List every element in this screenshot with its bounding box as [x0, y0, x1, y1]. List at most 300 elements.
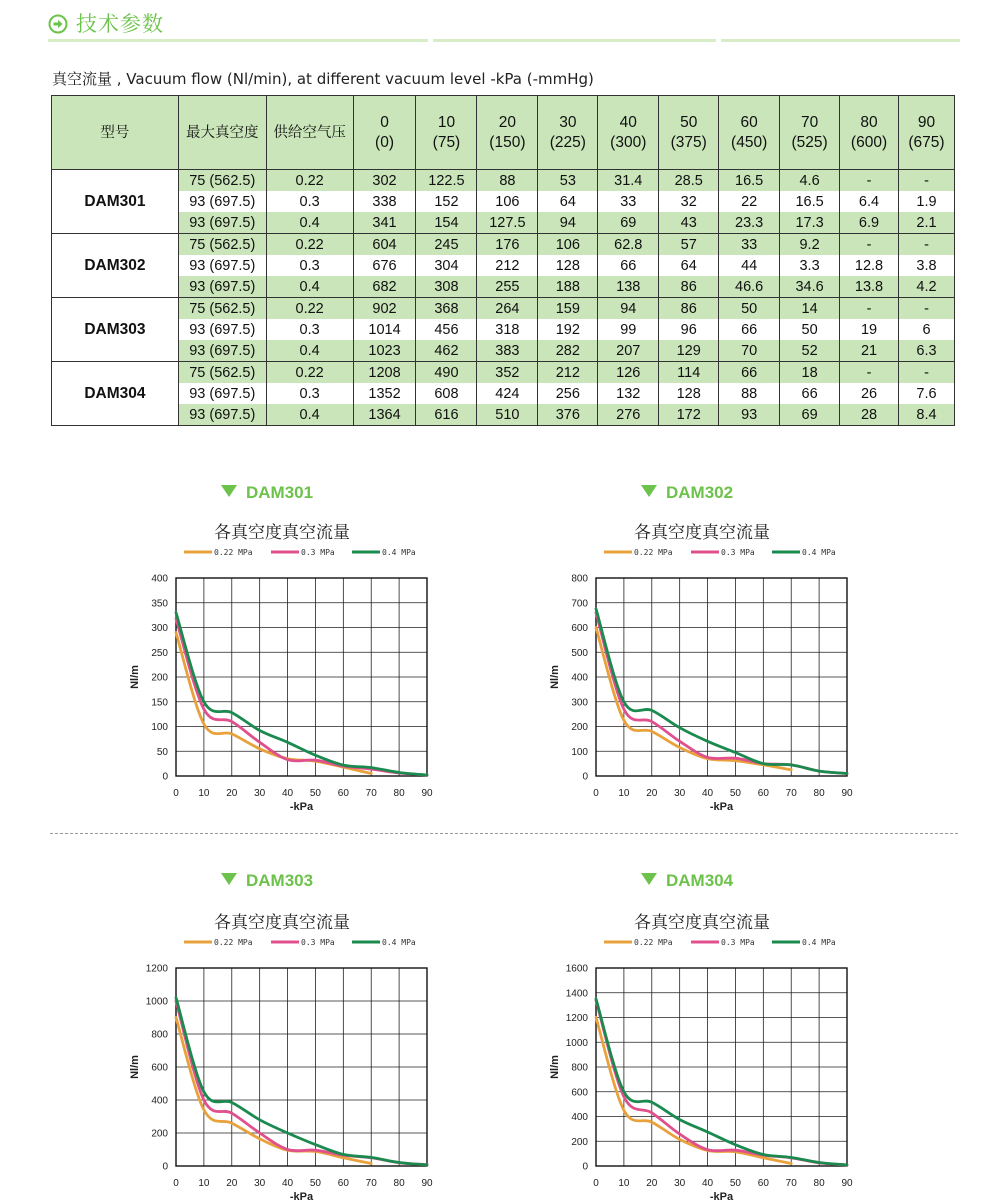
table-cell: 17.3: [780, 212, 840, 234]
x-tick-label: 20: [646, 1178, 658, 1189]
table-cell: 22: [719, 191, 780, 212]
x-tick-label: 50: [729, 788, 742, 799]
header-mmhg: (675): [908, 133, 945, 151]
header-mmhg: (525): [791, 133, 828, 151]
table-cell: 383: [477, 340, 538, 362]
table-cell: 368: [416, 298, 477, 320]
table-cell: 604: [353, 234, 416, 256]
table-cell: -: [898, 298, 954, 320]
y-tick-label: 150: [151, 697, 168, 709]
x-tick-label: 30: [674, 788, 686, 799]
x-tick-label: 70: [785, 788, 797, 799]
y-axis-label: Nl/m: [549, 665, 561, 689]
x-tick-label: 80: [393, 788, 405, 799]
header-kpa: 0: [380, 113, 389, 131]
x-tick-label: 10: [618, 1178, 630, 1189]
table-row: [52, 362, 955, 384]
table-cell: 43: [659, 212, 719, 234]
x-tick-label: 90: [421, 788, 433, 799]
section-title: 技术参数: [76, 12, 164, 36]
x-tick-label: 90: [421, 1178, 433, 1189]
y-tick-label: 400: [571, 672, 588, 684]
table-cell: 50: [719, 298, 780, 320]
table-cell: 264: [477, 298, 538, 320]
flow-chart-dam302: [532, 512, 872, 817]
table-cell: 212: [477, 255, 538, 276]
table-cell: 304: [416, 255, 477, 276]
header-divider: [433, 39, 716, 42]
table-cell: 2.1: [898, 212, 954, 234]
y-tick-label: 800: [571, 573, 588, 585]
table-cell: 44: [719, 255, 780, 276]
x-axis-label: -kPa: [289, 1191, 314, 1201]
y-tick-label: 250: [151, 647, 168, 659]
y-tick-label: 350: [151, 598, 168, 610]
table-cell: 1352: [353, 383, 416, 404]
series-line: [596, 628, 791, 770]
table-row: [52, 340, 955, 362]
header-kpa: 30: [559, 113, 577, 131]
header-kpa: 10: [437, 113, 456, 131]
header-mmhg: (375): [670, 133, 707, 151]
table-cell: 902: [353, 298, 416, 320]
section-divider: [50, 833, 958, 834]
legend-label: 0.4 MPa: [382, 548, 416, 557]
x-tick-label: 70: [365, 788, 377, 799]
table-cell: 308: [416, 276, 477, 298]
table-cell: 616: [416, 404, 477, 426]
y-tick-label: 1000: [145, 996, 168, 1008]
table-cell: 64: [538, 191, 598, 212]
x-tick-label: 50: [309, 788, 322, 799]
table-cell: 6.3: [898, 340, 954, 362]
y-tick-label: 1600: [565, 963, 588, 975]
table-cell: 255: [477, 276, 538, 298]
table-cell: 93 (697.5): [178, 319, 266, 340]
table-cell: 302: [353, 170, 416, 192]
table-cell: 127.5: [477, 212, 538, 234]
table-cell: 341: [353, 212, 416, 234]
table-cell: 75 (562.5): [178, 234, 266, 256]
table-cell: -: [840, 298, 899, 320]
header-vacuum-level: [898, 96, 954, 170]
table-cell: 338: [353, 191, 416, 212]
table-cell: 88: [719, 383, 780, 404]
table-cell: 69: [780, 404, 840, 426]
header-model: 型号: [52, 96, 179, 170]
flow-chart-dam303: [112, 902, 452, 1201]
table-cell: 69: [598, 212, 659, 234]
table-cell: 93 (697.5): [178, 404, 266, 426]
table-cell: 32: [659, 191, 719, 212]
table-cell: 34.6: [780, 276, 840, 298]
table-row: [52, 319, 955, 340]
series-line: [596, 1000, 847, 1165]
legend-label: 0.3 MPa: [721, 938, 755, 947]
table-cell: 16.5: [719, 170, 780, 192]
x-tick-label: 30: [254, 1178, 266, 1189]
x-axis-label: -kPa: [709, 801, 734, 813]
x-tick-label: 10: [198, 788, 210, 799]
table-cell: 152: [416, 191, 477, 212]
table-cell: 93 (697.5): [178, 191, 266, 212]
header-kpa: 70: [800, 113, 819, 131]
table-cell: 138: [598, 276, 659, 298]
table-cell: 129: [659, 340, 719, 362]
y-tick-label: 800: [571, 1062, 588, 1074]
table-cell: 1014: [353, 319, 416, 340]
triangle-down-icon: [221, 485, 237, 497]
y-axis-label: Nl/m: [129, 665, 141, 689]
table-cell: 122.5: [416, 170, 477, 192]
table-cell: 14: [780, 298, 840, 320]
chart-heading-label: DAM301: [246, 483, 314, 502]
header-vacuum-level: [477, 96, 538, 170]
flow-chart-dam304: [532, 902, 872, 1201]
x-tick-label: 80: [813, 1178, 825, 1189]
table-cell: 106: [538, 234, 598, 256]
table-cell: 154: [416, 212, 477, 234]
legend-label: 0.22 MPa: [634, 938, 673, 947]
x-tick-label: 10: [618, 788, 630, 799]
x-tick-label: 80: [813, 788, 825, 799]
table-cell: 188: [538, 276, 598, 298]
table-cell: 318: [477, 319, 538, 340]
triangle-down-icon: [641, 485, 657, 497]
table-row: [52, 212, 955, 234]
legend-label: 0.4 MPa: [802, 548, 836, 557]
table-cell: 53: [538, 170, 598, 192]
table-cell: 6.4: [840, 191, 899, 212]
table-cell: 62.8: [598, 234, 659, 256]
table-cell: 462: [416, 340, 477, 362]
table-cell: 66: [719, 319, 780, 340]
chart-title: 各真空度真空流量: [214, 523, 350, 543]
table-cell: 23.3: [719, 212, 780, 234]
header-vacuum-level: [719, 96, 780, 170]
table-cell: 245: [416, 234, 477, 256]
table-cell: 3.8: [898, 255, 954, 276]
legend-label: 0.3 MPa: [721, 548, 755, 557]
y-tick-label: 400: [151, 573, 168, 585]
table-cell: 66: [719, 362, 780, 384]
header-kpa: 80: [860, 113, 878, 131]
table-row: [52, 383, 955, 404]
y-tick-label: 0: [162, 1161, 168, 1173]
table-cell: 0.22: [266, 298, 353, 320]
legend-label: 0.4 MPa: [382, 938, 416, 947]
table-cell: 159: [538, 298, 598, 320]
table-row: [52, 255, 955, 276]
x-tick-label: 90: [841, 1178, 853, 1189]
chart-title: 各真空度真空流量: [634, 523, 770, 543]
table-cell: 75 (562.5): [178, 362, 266, 384]
header-mmhg: (300): [610, 133, 647, 151]
table-cell: 16.5: [780, 191, 840, 212]
table-cell: 86: [659, 298, 719, 320]
table-cell: 352: [477, 362, 538, 384]
table-cell: 0.3: [266, 319, 353, 340]
header-kpa: 90: [917, 113, 936, 131]
y-tick-label: 200: [571, 722, 588, 733]
table-cell: 21: [840, 340, 899, 362]
x-tick-label: 80: [393, 1178, 405, 1189]
series-line: [176, 613, 427, 775]
header-mmhg: (600): [850, 133, 888, 151]
header-kpa: 20: [498, 113, 517, 131]
table-cell: 0.22: [266, 234, 353, 256]
table-row: [52, 404, 955, 426]
legend-label: 0.4 MPa: [802, 938, 836, 947]
header-supply-pressure: 供给空气压: [266, 96, 353, 170]
table-cell: 94: [538, 212, 598, 234]
table-cell: 93 (697.5): [178, 383, 266, 404]
table-cell: 276: [598, 404, 659, 426]
table-cell: -: [840, 170, 899, 192]
triangle-down-icon: [641, 873, 657, 885]
table-cell: 93 (697.5): [178, 255, 266, 276]
table-cell: 33: [598, 191, 659, 212]
y-axis-label: Nl/m: [129, 1055, 141, 1079]
table-cell: 128: [538, 255, 598, 276]
x-tick-label: 40: [701, 1178, 714, 1189]
series-line: [596, 999, 847, 1165]
triangle-down-icon: [221, 873, 237, 885]
table-cell: 6: [898, 319, 954, 340]
x-tick-label: 50: [309, 1178, 322, 1189]
table-cell: 75 (562.5): [178, 170, 266, 192]
y-tick-label: 600: [571, 623, 588, 634]
table-cell: 26: [840, 383, 899, 404]
header-divider: [721, 39, 960, 42]
table-cell: 176: [477, 234, 538, 256]
header-vacuum-level: [353, 96, 416, 170]
y-tick-label: 300: [151, 623, 168, 634]
table-cell: 0.3: [266, 255, 353, 276]
table-row: [52, 191, 955, 212]
table-cell: 1.9: [898, 191, 954, 212]
table-cell: 99: [598, 319, 659, 340]
vacuum-flow-table: [51, 95, 955, 426]
x-tick-label: 90: [841, 788, 853, 799]
table-cell: 94: [598, 298, 659, 320]
x-tick-label: 10: [198, 1178, 210, 1189]
table-cell: 0.22: [266, 170, 353, 192]
legend-label: 0.3 MPa: [301, 938, 335, 947]
x-tick-label: 0: [173, 788, 179, 799]
y-tick-label: 500: [571, 647, 588, 659]
table-cell: 6.9: [840, 212, 899, 234]
table-cell: 8.4: [898, 404, 954, 426]
y-tick-label: 200: [151, 1128, 168, 1140]
section-header: [48, 6, 960, 44]
table-cell: 0.4: [266, 212, 353, 234]
y-tick-label: 800: [151, 1029, 168, 1041]
table-cell: 66: [780, 383, 840, 404]
chart-heading-dam301: [221, 483, 313, 503]
header-max-vacuum: 最大真空度: [178, 96, 266, 170]
y-tick-label: 1000: [565, 1037, 588, 1049]
table-cell: 93: [719, 404, 780, 426]
flow-chart-dam301: [112, 512, 452, 817]
x-tick-label: 60: [337, 1178, 349, 1189]
table-cell: 13.8: [840, 276, 899, 298]
header-divider: [48, 39, 428, 42]
table-caption: 真空流量 , Vacuum flow (Nl/min), at different vacuum level -kPa (-mmHg): [52, 70, 594, 88]
table-cell: 114: [659, 362, 719, 384]
table-cell: 192: [538, 319, 598, 340]
table-cell: 1023: [353, 340, 416, 362]
arrow-right-circle-icon: [48, 14, 68, 34]
table-cell: 376: [538, 404, 598, 426]
header-kpa: 60: [740, 113, 758, 131]
table-cell: 456: [416, 319, 477, 340]
x-tick-label: 20: [646, 788, 658, 799]
x-tick-label: 60: [757, 788, 769, 799]
header-mmhg: (225): [549, 133, 586, 151]
table-cell: -: [840, 362, 899, 384]
y-tick-label: 200: [151, 672, 168, 684]
table-cell: 132: [598, 383, 659, 404]
chart-title: 各真空度真空流量: [214, 913, 350, 933]
table-cell: 0.22: [266, 362, 353, 384]
chart-heading-label: DAM304: [666, 871, 734, 890]
y-tick-label: 600: [151, 1062, 168, 1074]
table-cell: 172: [659, 404, 719, 426]
y-tick-label: 400: [571, 1112, 588, 1123]
model-cell: DAM301: [52, 170, 179, 234]
chart-heading-label: DAM302: [666, 483, 734, 502]
table-cell: 57: [659, 234, 719, 256]
table-cell: 93 (697.5): [178, 340, 266, 362]
table-cell: -: [898, 170, 954, 192]
table-cell: 424: [477, 383, 538, 404]
header-vacuum-level: [840, 96, 899, 170]
chart-heading-dam304: [641, 871, 733, 891]
y-tick-label: 100: [571, 746, 588, 758]
y-axis-label: Nl/m: [549, 1055, 561, 1079]
model-cell: DAM302: [52, 234, 179, 298]
y-tick-label: 600: [571, 1087, 588, 1099]
chart-heading-label: DAM303: [246, 871, 314, 890]
table-cell: -: [840, 234, 899, 256]
table-cell: 490: [416, 362, 477, 384]
table-cell: 50: [780, 319, 840, 340]
series-line: [596, 609, 847, 774]
x-tick-label: 70: [785, 1178, 797, 1189]
table-cell: -: [898, 362, 954, 384]
table-cell: 0.3: [266, 383, 353, 404]
table-cell: 106: [477, 191, 538, 212]
header-vacuum-level: [780, 96, 840, 170]
table-cell: 0.4: [266, 276, 353, 298]
y-tick-label: 200: [571, 1136, 588, 1148]
chart-heading-dam303: [221, 871, 313, 891]
header-vacuum-level: [659, 96, 719, 170]
header-kpa: 50: [680, 113, 698, 131]
table-cell: 28: [840, 404, 899, 426]
x-tick-label: 20: [226, 788, 238, 799]
series-line: [596, 613, 847, 774]
table-cell: 75 (562.5): [178, 298, 266, 320]
model-cell: DAM304: [52, 362, 179, 426]
y-tick-label: 50: [156, 746, 168, 758]
table-cell: 52: [780, 340, 840, 362]
header-mmhg: (150): [489, 133, 526, 151]
table-cell: 0.4: [266, 404, 353, 426]
y-tick-label: 0: [582, 1161, 588, 1173]
x-tick-label: 40: [281, 788, 294, 799]
table-cell: 19: [840, 319, 899, 340]
y-tick-label: 1400: [565, 988, 588, 1000]
table-row: [52, 170, 955, 192]
table-cell: 18: [780, 362, 840, 384]
y-tick-label: 1200: [145, 963, 168, 975]
x-tick-label: 60: [757, 1178, 769, 1189]
table-cell: 1208: [353, 362, 416, 384]
x-tick-label: 70: [365, 1178, 377, 1189]
x-tick-label: 60: [337, 788, 349, 799]
table-cell: 86: [659, 276, 719, 298]
header-mmhg: (450): [731, 133, 768, 151]
table-header-row: [52, 96, 955, 170]
y-tick-label: 100: [151, 722, 168, 733]
model-cell: DAM303: [52, 298, 179, 362]
table-cell: 3.3: [780, 255, 840, 276]
table-cell: 212: [538, 362, 598, 384]
y-tick-label: 0: [162, 771, 168, 783]
header-vacuum-level: [598, 96, 659, 170]
table-cell: 7.6: [898, 383, 954, 404]
x-tick-label: 0: [593, 788, 599, 799]
table-row: [52, 234, 955, 256]
x-tick-label: 0: [593, 1178, 599, 1189]
table-cell: 207: [598, 340, 659, 362]
y-tick-label: 700: [571, 598, 588, 610]
table-row: [52, 298, 955, 320]
table-cell: 510: [477, 404, 538, 426]
legend-label: 0.22 MPa: [214, 548, 253, 557]
table-cell: 46.6: [719, 276, 780, 298]
header-kpa: 40: [619, 113, 637, 131]
legend-label: 0.22 MPa: [634, 548, 673, 557]
table-cell: 96: [659, 319, 719, 340]
x-tick-label: 20: [226, 1178, 238, 1189]
table-cell: 4.2: [898, 276, 954, 298]
table-cell: 282: [538, 340, 598, 362]
table-cell: 66: [598, 255, 659, 276]
table-cell: 0.4: [266, 340, 353, 362]
table-cell: 31.4: [598, 170, 659, 192]
legend-label: 0.3 MPa: [301, 548, 335, 557]
table-cell: 70: [719, 340, 780, 362]
table-cell: 28.5: [659, 170, 719, 192]
y-tick-label: 300: [571, 697, 588, 709]
table-cell: -: [898, 234, 954, 256]
x-tick-label: 30: [674, 1178, 686, 1189]
chart-heading-dam302: [641, 483, 733, 503]
table-cell: 93 (697.5): [178, 212, 266, 234]
table-cell: 1364: [353, 404, 416, 426]
header-mmhg: (75): [432, 133, 461, 151]
x-tick-label: 40: [701, 788, 714, 799]
x-tick-label: 0: [173, 1178, 179, 1189]
x-axis-label: -kPa: [709, 1191, 734, 1201]
table-cell: 0.3: [266, 191, 353, 212]
table-cell: 4.6: [780, 170, 840, 192]
table-cell: 33: [719, 234, 780, 256]
x-tick-label: 40: [281, 1178, 294, 1189]
